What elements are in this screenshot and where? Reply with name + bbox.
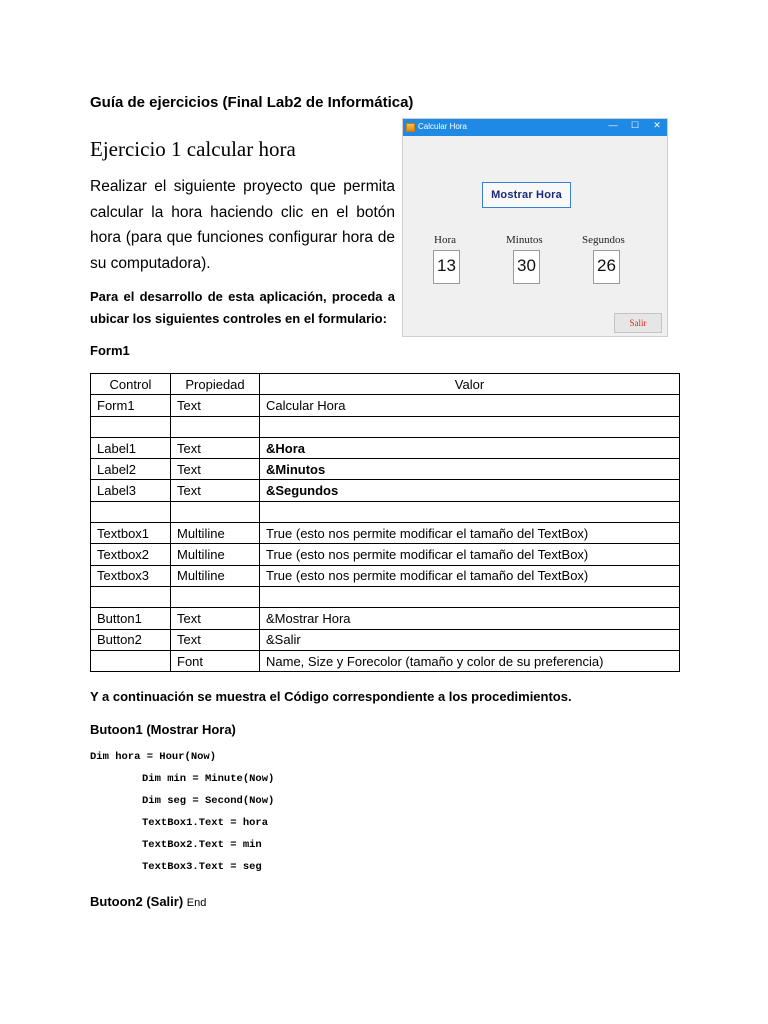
minimize-icon[interactable]: — <box>608 120 618 130</box>
table-row <box>91 501 680 522</box>
code-line: Dim hora = Hour(Now) <box>90 751 217 763</box>
table-cell: Font <box>171 650 260 671</box>
column-header: Control <box>91 374 171 395</box>
table-cell <box>171 586 260 607</box>
table-cell: Label1 <box>91 437 171 458</box>
code-line: Dim min = Minute(Now) <box>142 773 275 785</box>
app-icon <box>406 123 415 132</box>
table-cell: Textbox3 <box>91 565 171 586</box>
button2-heading: Butoon2 (Salir) <box>90 894 184 909</box>
minutes-textbox[interactable]: 30 <box>513 250 540 284</box>
properties-table <box>90 373 680 672</box>
table-cell <box>260 416 680 437</box>
table-cell: Button2 <box>91 629 171 650</box>
table-cell <box>260 501 680 522</box>
table-cell: Multiline <box>171 565 260 586</box>
table-cell: Multiline <box>171 523 260 544</box>
table-cell: Form1 <box>91 395 171 416</box>
code-line: TextBox1.Text = hora <box>142 817 269 829</box>
table-row <box>91 437 680 458</box>
table-row <box>91 459 680 480</box>
column-header: Valor <box>260 374 680 395</box>
table-row <box>91 629 680 650</box>
table-cell: &Salir <box>260 629 680 650</box>
table-cell: True (esto nos permite modificar el tamaño del TextBox) <box>260 544 680 565</box>
button2-section <box>90 894 206 909</box>
table-header-row <box>91 374 680 395</box>
guide-title: Guía de ejercicios (Final Lab2 de Informática) <box>90 94 414 111</box>
after-table-text: Y a continuación se muestra el Código correspondiente a los procedimientos. <box>90 689 572 704</box>
table-cell <box>91 650 171 671</box>
button1-heading: Butoon1 (Mostrar Hora) <box>90 722 236 737</box>
table-row <box>91 650 680 671</box>
code-line: Dim seg = Second(Now) <box>142 795 275 807</box>
hour-label: Hora <box>434 234 456 246</box>
table-cell: Multiline <box>171 544 260 565</box>
table-row <box>91 565 680 586</box>
exit-button[interactable]: Salir <box>614 313 662 333</box>
table-cell: Name, Size y Forecolor (tamaño y color de su preferencia) <box>260 650 680 671</box>
seconds-label: Segundos <box>582 234 625 246</box>
table-cell: Text <box>171 437 260 458</box>
code-line: TextBox2.Text = min <box>142 839 262 851</box>
exercise-title: Ejercicio 1 calcular hora <box>90 137 296 161</box>
form-label: Form1 <box>90 343 130 358</box>
table-cell: &Minutos <box>260 459 680 480</box>
button2-code: End <box>186 897 207 909</box>
table-cell <box>171 501 260 522</box>
hour-textbox[interactable]: 13 <box>433 250 460 284</box>
window-title-bar <box>403 119 667 136</box>
table-cell: &Hora <box>260 437 680 458</box>
code-line: TextBox3.Text = seg <box>142 861 262 873</box>
table-cell: True (esto nos permite modificar el tamaño del TextBox) <box>260 565 680 586</box>
table-cell: Textbox1 <box>91 523 171 544</box>
table-cell: True (esto nos permite modificar el tamaño del TextBox) <box>260 523 680 544</box>
minutes-label: Minutos <box>506 234 543 246</box>
table-row <box>91 480 680 501</box>
column-header: Propiedad <box>171 374 260 395</box>
table-cell <box>171 416 260 437</box>
table-cell <box>91 586 171 607</box>
table-cell <box>91 501 171 522</box>
table-row <box>91 608 680 629</box>
table-cell: Label2 <box>91 459 171 480</box>
table-cell: &Segundos <box>260 480 680 501</box>
table-row <box>91 395 680 416</box>
table-cell <box>91 416 171 437</box>
table-cell: Label3 <box>91 480 171 501</box>
table-row <box>91 416 680 437</box>
seconds-textbox[interactable]: 26 <box>593 250 620 284</box>
table-cell: Text <box>171 608 260 629</box>
close-icon[interactable]: ✕ <box>653 120 661 130</box>
app-window-screenshot <box>402 118 668 337</box>
table-row <box>91 586 680 607</box>
table-row <box>91 523 680 544</box>
window-title: Calcular Hora <box>418 122 467 131</box>
table-cell: Text <box>171 480 260 501</box>
table-cell: &Mostrar Hora <box>260 608 680 629</box>
show-time-button[interactable]: Mostrar Hora <box>482 182 571 208</box>
table-cell: Calcular Hora <box>260 395 680 416</box>
table-cell: Text <box>171 629 260 650</box>
table-row <box>91 544 680 565</box>
table-cell: Textbox2 <box>91 544 171 565</box>
table-cell <box>260 586 680 607</box>
table-cell: Text <box>171 395 260 416</box>
development-paragraph: Para el desarrollo de esta aplicación, proceda a ubicar los siguientes controles en el formulario: <box>90 289 395 326</box>
table-cell: Button1 <box>91 608 171 629</box>
maximize-icon[interactable]: ☐ <box>630 120 640 130</box>
table-cell: Text <box>171 459 260 480</box>
intro-paragraph: Realizar el siguiente proyecto que permita calcular la hora haciendo clic en el botón hora (para que funciones configurar hora de su computadora). <box>90 178 395 272</box>
